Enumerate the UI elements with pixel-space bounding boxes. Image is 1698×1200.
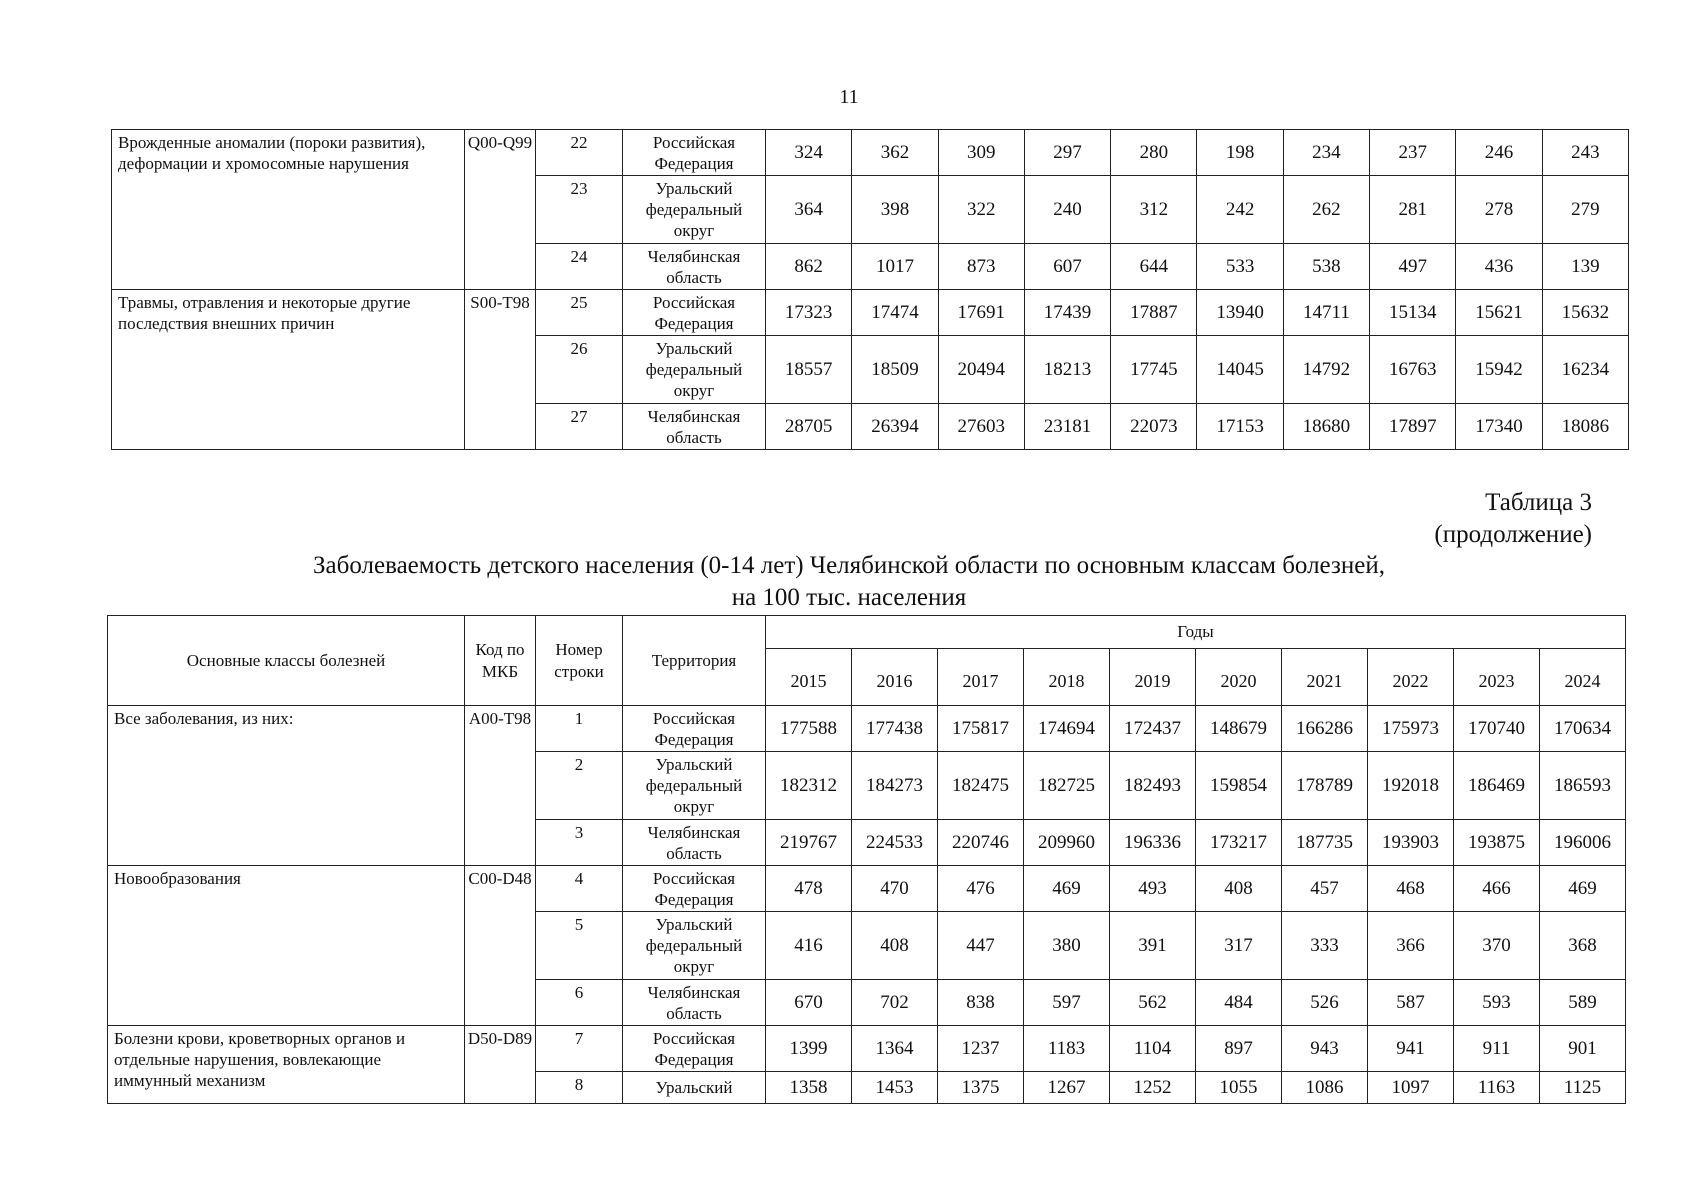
territory: Челябинская область bbox=[623, 980, 766, 1026]
disease-class: Болезни крови, кроветворных органов и отдельные нарушения, вовлекающие иммунный механизм bbox=[108, 1026, 465, 1104]
value-cell: 17323 bbox=[766, 290, 852, 336]
value-cell: 177588 bbox=[766, 706, 852, 752]
header-year: 2022 bbox=[1368, 649, 1454, 706]
top-table-body bbox=[112, 130, 1629, 450]
table-row bbox=[108, 866, 1626, 912]
value-cell: 166286 bbox=[1282, 706, 1368, 752]
value-cell: 234 bbox=[1283, 130, 1369, 176]
value-cell: 368 bbox=[1540, 912, 1626, 980]
value-cell: 27603 bbox=[938, 404, 1024, 450]
row-number: 23 bbox=[536, 176, 623, 244]
value-cell: 497 bbox=[1370, 244, 1456, 290]
value-cell: 174694 bbox=[1024, 706, 1110, 752]
territory: Уральский федеральный округ bbox=[623, 912, 766, 980]
value-cell: 469 bbox=[1024, 866, 1110, 912]
icd-code: S00-T98 bbox=[465, 290, 536, 450]
value-cell: 18680 bbox=[1283, 404, 1369, 450]
value-cell: 15632 bbox=[1542, 290, 1628, 336]
header-code: Код по МКБ bbox=[465, 616, 536, 706]
value-cell: 447 bbox=[938, 912, 1024, 980]
value-cell: 593 bbox=[1454, 980, 1540, 1026]
value-cell: 243 bbox=[1542, 130, 1628, 176]
value-cell: 1183 bbox=[1024, 1026, 1110, 1072]
value-cell: 159854 bbox=[1196, 752, 1282, 820]
row-number: 24 bbox=[536, 244, 623, 290]
value-cell: 182493 bbox=[1110, 752, 1196, 820]
value-cell: 1364 bbox=[852, 1026, 938, 1072]
header-year: 2015 bbox=[766, 649, 852, 706]
value-cell: 242 bbox=[1197, 176, 1283, 244]
value-cell: 278 bbox=[1456, 176, 1542, 244]
row-number: 2 bbox=[536, 752, 623, 820]
value-cell: 17887 bbox=[1111, 290, 1197, 336]
value-cell: 182725 bbox=[1024, 752, 1110, 820]
territory: Уральский федеральный округ bbox=[623, 176, 766, 244]
value-cell: 22073 bbox=[1111, 404, 1197, 450]
value-cell: 312 bbox=[1111, 176, 1197, 244]
table-title-units: на 100 тыс. населения bbox=[731, 584, 967, 611]
value-cell: 15942 bbox=[1456, 336, 1542, 404]
header-year: 2019 bbox=[1110, 649, 1196, 706]
value-cell: 246 bbox=[1456, 130, 1542, 176]
value-cell: 17474 bbox=[852, 290, 938, 336]
icd-code: Q00-Q99 bbox=[465, 130, 536, 290]
value-cell: 279 bbox=[1542, 176, 1628, 244]
territory: Челябинская область bbox=[623, 820, 766, 866]
value-cell: 196006 bbox=[1540, 820, 1626, 866]
value-cell: 562 bbox=[1110, 980, 1196, 1026]
value-cell: 597 bbox=[1024, 980, 1110, 1026]
value-cell: 14045 bbox=[1197, 336, 1283, 404]
territory: Российская Федерация bbox=[623, 866, 766, 912]
value-cell: 457 bbox=[1282, 866, 1368, 912]
value-cell: 209960 bbox=[1024, 820, 1110, 866]
value-cell: 178789 bbox=[1282, 752, 1368, 820]
value-cell: 182475 bbox=[938, 752, 1024, 820]
value-cell: 172437 bbox=[1110, 706, 1196, 752]
value-cell: 1055 bbox=[1196, 1072, 1282, 1104]
territory: Челябинская область bbox=[623, 404, 766, 450]
value-cell: 366 bbox=[1368, 912, 1454, 980]
value-cell: 380 bbox=[1024, 912, 1110, 980]
value-cell: 436 bbox=[1456, 244, 1542, 290]
value-cell: 1104 bbox=[1110, 1026, 1196, 1072]
value-cell: 1375 bbox=[938, 1072, 1024, 1104]
value-cell: 911 bbox=[1454, 1026, 1540, 1072]
row-number: 22 bbox=[536, 130, 623, 176]
value-cell: 324 bbox=[766, 130, 852, 176]
territory: Российская Федерация bbox=[623, 706, 766, 752]
value-cell: 1163 bbox=[1454, 1072, 1540, 1104]
territory: Российская Федерация bbox=[623, 130, 766, 176]
value-cell: 18086 bbox=[1542, 404, 1628, 450]
value-cell: 873 bbox=[938, 244, 1024, 290]
value-cell: 470 bbox=[852, 866, 938, 912]
value-cell: 220746 bbox=[938, 820, 1024, 866]
row-number: 3 bbox=[536, 820, 623, 866]
territory: Российская Федерация bbox=[623, 1026, 766, 1072]
icd-code: A00-T98 bbox=[465, 706, 536, 866]
icd-code: D50-D89 bbox=[465, 1026, 536, 1104]
value-cell: 408 bbox=[1196, 866, 1282, 912]
value-cell: 262 bbox=[1283, 176, 1369, 244]
value-cell: 466 bbox=[1454, 866, 1540, 912]
value-cell: 240 bbox=[1024, 176, 1110, 244]
header-year: 2018 bbox=[1024, 649, 1110, 706]
value-cell: 192018 bbox=[1368, 752, 1454, 820]
value-cell: 26394 bbox=[852, 404, 938, 450]
table-row bbox=[108, 1026, 1626, 1072]
value-cell: 589 bbox=[1540, 980, 1626, 1026]
header-year: 2017 bbox=[938, 649, 1024, 706]
territory: Уральский bbox=[623, 1072, 766, 1104]
row-number: 4 bbox=[536, 866, 623, 912]
value-cell: 139 bbox=[1542, 244, 1628, 290]
value-cell: 370 bbox=[1454, 912, 1540, 980]
disease-class: Травмы, отравления и некоторые другие последствия внешних причин bbox=[112, 290, 465, 450]
value-cell: 468 bbox=[1368, 866, 1454, 912]
value-cell: 317 bbox=[1196, 912, 1282, 980]
territory: Уральский федеральный округ bbox=[623, 336, 766, 404]
value-cell: 484 bbox=[1196, 980, 1282, 1026]
value-cell: 20494 bbox=[938, 336, 1024, 404]
value-cell: 280 bbox=[1111, 130, 1197, 176]
header-year: 2021 bbox=[1282, 649, 1368, 706]
value-cell: 182312 bbox=[766, 752, 852, 820]
page-number: 11 bbox=[839, 86, 859, 108]
value-cell: 17897 bbox=[1370, 404, 1456, 450]
value-cell: 15621 bbox=[1456, 290, 1542, 336]
value-cell: 16234 bbox=[1542, 336, 1628, 404]
value-cell: 838 bbox=[938, 980, 1024, 1026]
territory: Российская Федерация bbox=[623, 290, 766, 336]
header-year: 2024 bbox=[1540, 649, 1626, 706]
table-title: Заболеваемость детского населения (0-14 лет) Челябинской области по основным классам болезней, bbox=[313, 552, 1385, 579]
value-cell: 186469 bbox=[1454, 752, 1540, 820]
value-cell: 398 bbox=[852, 176, 938, 244]
value-cell: 408 bbox=[852, 912, 938, 980]
value-cell: 18213 bbox=[1024, 336, 1110, 404]
value-cell: 391 bbox=[1110, 912, 1196, 980]
value-cell: 186593 bbox=[1540, 752, 1626, 820]
value-cell: 333 bbox=[1282, 912, 1368, 980]
row-number: 5 bbox=[536, 912, 623, 980]
value-cell: 941 bbox=[1368, 1026, 1454, 1072]
value-cell: 416 bbox=[766, 912, 852, 980]
value-cell: 1399 bbox=[766, 1026, 852, 1072]
value-cell: 1267 bbox=[1024, 1072, 1110, 1104]
territory: Челябинская область bbox=[623, 244, 766, 290]
table-label: Таблица 3 bbox=[1485, 489, 1592, 516]
value-cell: 173217 bbox=[1196, 820, 1282, 866]
value-cell: 1125 bbox=[1540, 1072, 1626, 1104]
value-cell: 607 bbox=[1024, 244, 1110, 290]
header-year: 2023 bbox=[1454, 649, 1540, 706]
value-cell: 224533 bbox=[852, 820, 938, 866]
header-year: 2020 bbox=[1196, 649, 1282, 706]
row-number: 6 bbox=[536, 980, 623, 1026]
value-cell: 493 bbox=[1110, 866, 1196, 912]
value-cell: 15134 bbox=[1370, 290, 1456, 336]
value-cell: 478 bbox=[766, 866, 852, 912]
main-table-body bbox=[108, 706, 1626, 1104]
value-cell: 364 bbox=[766, 176, 852, 244]
value-cell: 1097 bbox=[1368, 1072, 1454, 1104]
value-cell: 1358 bbox=[766, 1072, 852, 1104]
value-cell: 14711 bbox=[1283, 290, 1369, 336]
territory: Уральский федеральный округ bbox=[623, 752, 766, 820]
value-cell: 901 bbox=[1540, 1026, 1626, 1072]
value-cell: 702 bbox=[852, 980, 938, 1026]
value-cell: 1453 bbox=[852, 1072, 938, 1104]
value-cell: 28705 bbox=[766, 404, 852, 450]
value-cell: 862 bbox=[766, 244, 852, 290]
table-continuation-label: (продолжение) bbox=[1434, 521, 1592, 548]
value-cell: 193875 bbox=[1454, 820, 1540, 866]
value-cell: 198 bbox=[1197, 130, 1283, 176]
value-cell: 1237 bbox=[938, 1026, 1024, 1072]
table-row bbox=[112, 290, 1629, 336]
value-cell: 943 bbox=[1282, 1026, 1368, 1072]
row-number: 26 bbox=[536, 336, 623, 404]
disease-class: Новообразования bbox=[108, 866, 465, 1026]
row-number: 7 bbox=[536, 1026, 623, 1072]
value-cell: 644 bbox=[1111, 244, 1197, 290]
disease-class: Все заболевания, из них: bbox=[108, 706, 465, 866]
header-territory: Территория bbox=[623, 616, 766, 706]
main-table-header bbox=[108, 616, 1626, 706]
value-cell: 533 bbox=[1197, 244, 1283, 290]
row-number: 1 bbox=[536, 706, 623, 752]
value-cell: 187735 bbox=[1282, 820, 1368, 866]
row-number: 27 bbox=[536, 404, 623, 450]
value-cell: 18509 bbox=[852, 336, 938, 404]
value-cell: 309 bbox=[938, 130, 1024, 176]
value-cell: 175973 bbox=[1368, 706, 1454, 752]
value-cell: 170634 bbox=[1540, 706, 1626, 752]
header-year: 2016 bbox=[852, 649, 938, 706]
disease-class: Врожденные аномалии (пороки развития), деформации и хромосомные нарушения bbox=[112, 130, 465, 290]
value-cell: 193903 bbox=[1368, 820, 1454, 866]
header-classes: Основные классы болезней bbox=[108, 616, 465, 706]
value-cell: 281 bbox=[1370, 176, 1456, 244]
value-cell: 17691 bbox=[938, 290, 1024, 336]
value-cell: 175817 bbox=[938, 706, 1024, 752]
value-cell: 237 bbox=[1370, 130, 1456, 176]
header-years-group: Годы bbox=[766, 616, 1626, 649]
value-cell: 897 bbox=[1196, 1026, 1282, 1072]
value-cell: 17340 bbox=[1456, 404, 1542, 450]
value-cell: 170740 bbox=[1454, 706, 1540, 752]
value-cell: 469 bbox=[1540, 866, 1626, 912]
value-cell: 17153 bbox=[1197, 404, 1283, 450]
value-cell: 297 bbox=[1024, 130, 1110, 176]
value-cell: 322 bbox=[938, 176, 1024, 244]
value-cell: 476 bbox=[938, 866, 1024, 912]
value-cell: 23181 bbox=[1024, 404, 1110, 450]
icd-code: C00-D48 bbox=[465, 866, 536, 1026]
value-cell: 587 bbox=[1368, 980, 1454, 1026]
value-cell: 16763 bbox=[1370, 336, 1456, 404]
table-row bbox=[112, 130, 1629, 176]
value-cell: 1086 bbox=[1282, 1072, 1368, 1104]
value-cell: 17439 bbox=[1024, 290, 1110, 336]
value-cell: 219767 bbox=[766, 820, 852, 866]
value-cell: 670 bbox=[766, 980, 852, 1026]
top-table bbox=[111, 129, 1629, 450]
value-cell: 148679 bbox=[1196, 706, 1282, 752]
row-number: 25 bbox=[536, 290, 623, 336]
table-row bbox=[108, 706, 1626, 752]
row-number: 8 bbox=[536, 1072, 623, 1104]
value-cell: 177438 bbox=[852, 706, 938, 752]
header-row-number: Номер строки bbox=[536, 616, 623, 706]
value-cell: 13940 bbox=[1197, 290, 1283, 336]
value-cell: 1252 bbox=[1110, 1072, 1196, 1104]
value-cell: 538 bbox=[1283, 244, 1369, 290]
value-cell: 362 bbox=[852, 130, 938, 176]
value-cell: 1017 bbox=[852, 244, 938, 290]
value-cell: 14792 bbox=[1283, 336, 1369, 404]
value-cell: 184273 bbox=[852, 752, 938, 820]
value-cell: 196336 bbox=[1110, 820, 1196, 866]
main-table bbox=[107, 615, 1626, 1104]
value-cell: 18557 bbox=[766, 336, 852, 404]
value-cell: 17745 bbox=[1111, 336, 1197, 404]
value-cell: 526 bbox=[1282, 980, 1368, 1026]
